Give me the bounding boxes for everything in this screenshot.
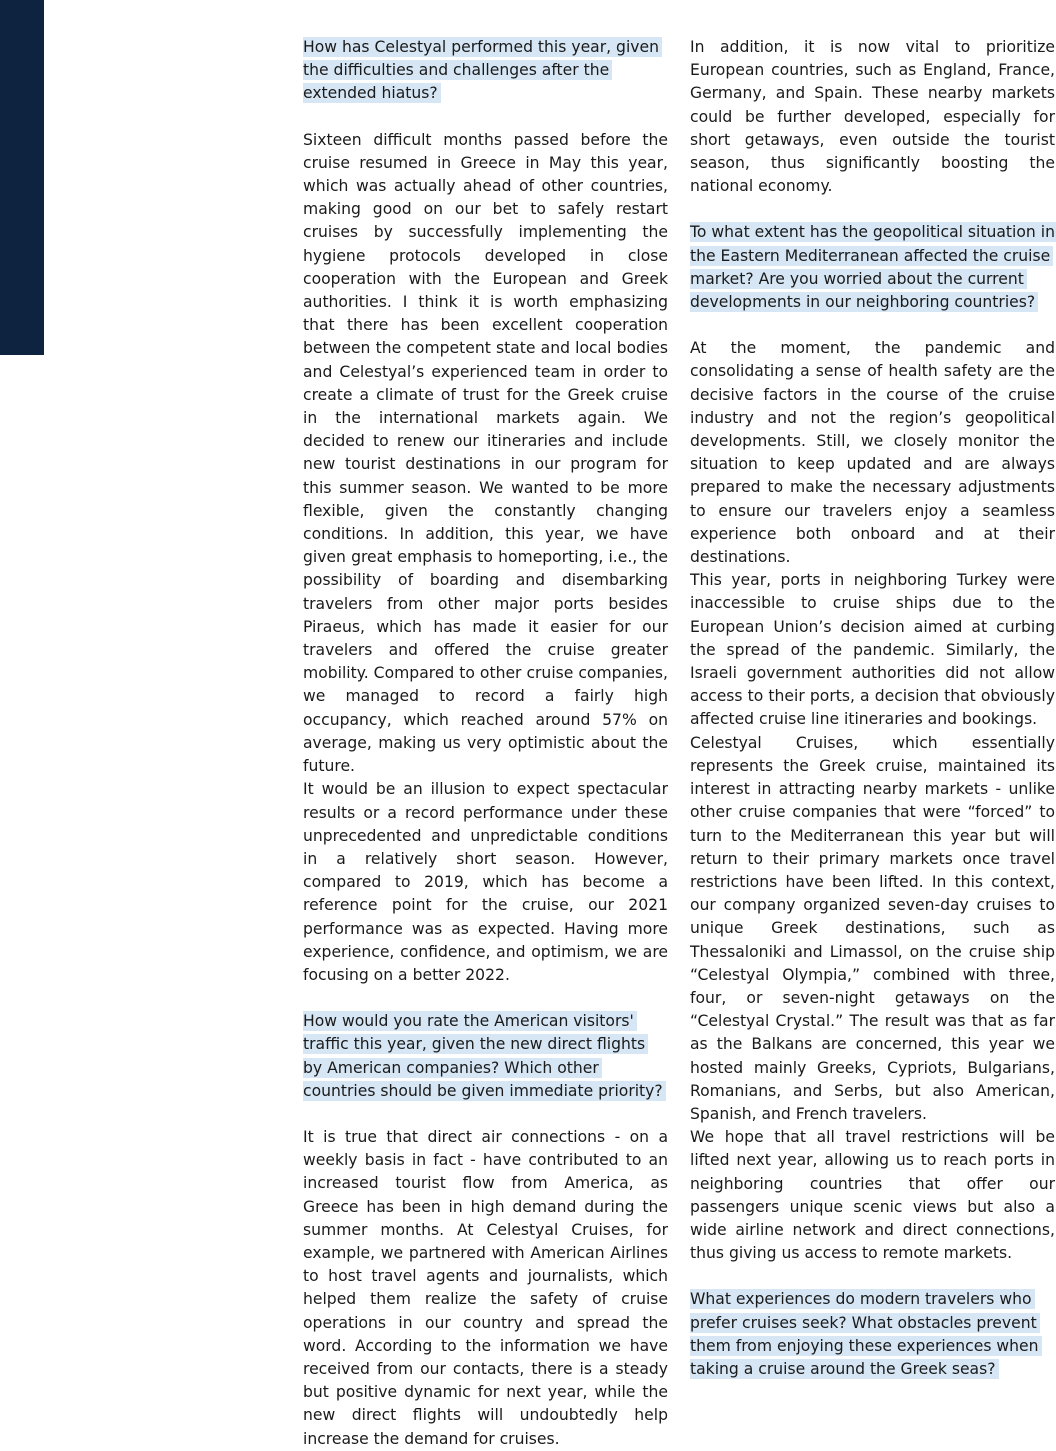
answer-paragraph: This year, ports in neighboring Turkey were inaccessible to cruise ships due to the European Union’s decision aimed at curbing the spread of the pandemic. Similarly, the Israeli government authorities did not allow access to their ports, a decision that obviously affected cruise line itineraries and bookings. (690, 571, 1055, 729)
question-heading (690, 221, 1055, 314)
answer-paragraph: We hope that all travel restrictions will be lifted next year, allowing us to reach ports in neighboring countries that offer our passengers unique scenic views but also a wide airline network and direct connections, thus giving us access to remote markets. (690, 1128, 1055, 1263)
answer-paragraph: Sixteen difficult months passed before the cruise resumed in Greece in May this year, which was actually ahead of other countries, making good on our bet to safely restart cruises by successfully implementing the hygiene protocols developed in close cooperation with the European and Greek authorities. I think it is worth emphasizing that there has been excellent cooperation between the competent state and local bodies and Celestyal’s experienced team in order to create a climate of trust for the Greek cruise in the international markets again. We decided to renew our itineraries and include new tourist destinations in our program for this summer season. We wanted to be more flexible, given the constantly changing conditions. In addition, this year, we have given great emphasis to homeporting, i.e., the possibility of boarding and disembarking travelers from other major ports besides Piraeus, which has made it easier for our travelers and offered the cruise greater mobility. Compared to other cruise companies, we managed to record a fairly high occupancy, which reached around 57% on average, making us very optimistic about the future. (303, 130, 668, 776)
question-heading (690, 1288, 1055, 1381)
question-heading (303, 1010, 668, 1103)
answer-paragraph: Celestyal Cruises, which essentially represents the Greek cruise, maintained its interest in attracting nearby markets - unlike other cruise companies that were “forced” to turn to the Mediterranean this year but will return to their primary markets once travel restrictions have been lifted. In this context, our company organized seven-day cruises to unique Greek destinations, such as Thessaloniki and Limassol, on the cruise ship “Celestyal Olympia,” combined with three, four, or seven-night getaways on the “Celestyal Crystal.” The result was that as far as the Balkans are concerned, this year we hosted mainly Greeks, Cypriots, Bulgarians, Romanians, and Serbs, but also American, Spanish, and French travelers. (690, 733, 1055, 1123)
right-column (690, 36, 1055, 1404)
side-color-band (0, 0, 44, 355)
left-column (303, 36, 668, 1451)
question-text: What experiences do modern travelers who prefer cruises seek? What obstacles prevent them from enjoying these experiences when taking a cruise around the Greek seas? (690, 1289, 1042, 1379)
answer-paragraph: It is true that direct air connections - on a weekly basis in fact - have contributed to an increased tourist flow from America, as Greece has been in high demand during the summer months. At Celestyal Cruises, for example, we partnered with American Airlines to host travel agents and journalists, which helped them realize the safety of cruise operations in our country and spread the word. According to the information we have received from our contacts, there is a steady but positive dynamic for next year, while the new direct flights will undoubtedly help increase the demand for cruises. (303, 1127, 668, 1448)
question-text: How would you rate the American visitors' traffic this year, given the new direct flights by American companies? Which other countries should be given immediate priority? (303, 1011, 666, 1101)
answer-paragraph: In addition, it is now vital to prioritize European countries, such as England, France, Germany, and Spain. These nearby markets could be further developed, especially for short getaways, even outside the tourist season, thus significantly boosting the national economy. (690, 38, 1055, 196)
question-text: How has Celestyal performed this year, given the difficulties and challenges after the extended hiatus? (303, 37, 662, 103)
answer-paragraph: At the moment, the pandemic and consolidating a sense of health safety are the decisive factors in the course of the cruise industry and not the region’s geopolitical developments. Still, we closely monitor the situation to keep updated and are always prepared to make the necessary adjustments to ensure our travelers enjoy a seamless experience both onboard and at their destinations. (690, 339, 1055, 567)
question-heading (303, 36, 668, 106)
answer-paragraph: It would be an illusion to expect spectacular results or a record performance under these unprecedented and unpredictable conditions in a relatively short season. However, compared to 2019, which has become a reference point for the cruise, our 2021 performance was as expected. Having more experience, confidence, and optimism, we are focusing on a better 2022. (303, 780, 668, 984)
question-text: To what extent has the geopolitical situation in the Eastern Mediterranean affected the cruise market? Are you worried about the current developments in our neighboring countries? (690, 222, 1056, 312)
